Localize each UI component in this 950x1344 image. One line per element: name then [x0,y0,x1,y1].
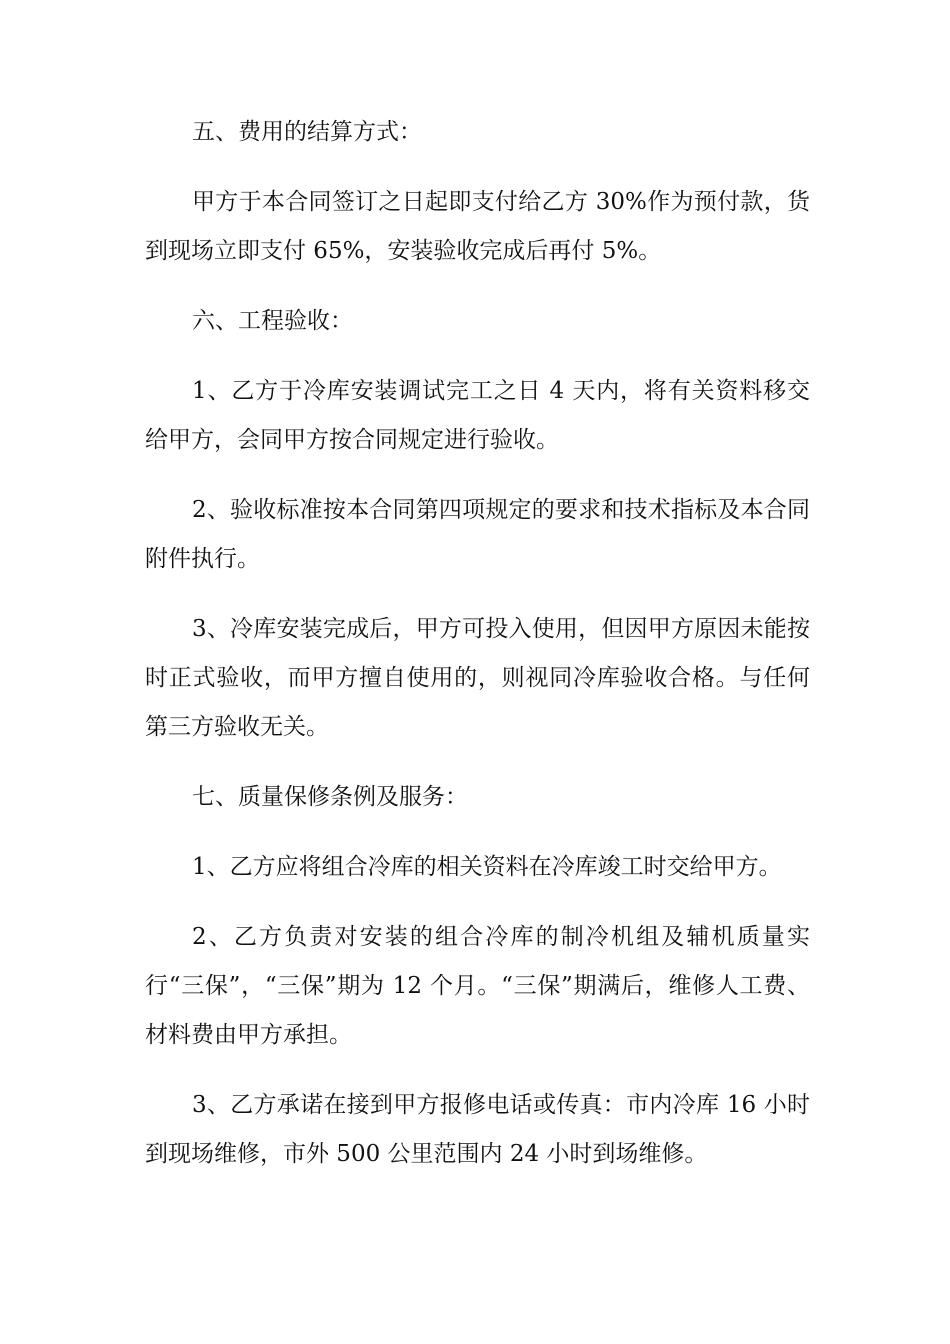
section-heading-payment: 五、费用的结算方式： [192,119,422,145]
paragraph-payment-terms: 甲方于本合同签订之日起即支付给乙方 30%作为预付款，货到现场立即支付 65%，安装验收完成后再付 5%。 [145,189,810,264]
paragraph-warranty-1: 1、乙方应将组合冷库的相关资料在冷库竣工时交给甲方。 [192,854,782,880]
section-heading-warranty: 七、质量保修条例及服务： [192,784,468,810]
section-heading-acceptance: 六、工程验收： [192,308,353,334]
paragraph-acceptance-3: 3、冷库安装完成后，甲方可投入使用，但因甲方原因未能按时正式验收，而甲方擅自使用的，则视同冷库验收合格。与任何第三方验收无关。 [145,616,810,740]
document-body [145,108,810,1200]
paragraph-warranty-2: 2、乙方负责对安装的组合冷库的制冷机组及辅机质量实行“三保”，“三保”期为 12 个月。“三保”期满后，维修人工费、材料费由甲方承担。 [145,924,810,1048]
paragraph-acceptance-2: 2、验收标准按本合同第四项规定的要求和技术指标及本合同附件执行。 [145,497,810,572]
paragraph-warranty-3: 3、乙方承诺在接到甲方报修电话或传真：市内冷库 16 小时到现场维修，市外 500 公里范围内 24 小时到场维修。 [145,1092,810,1167]
paragraph-acceptance-1: 1、乙方于冷库安装调试完工之日 4 天内，将有关资料移交给甲方，会同甲方按合同规定进行验收。 [145,378,810,453]
